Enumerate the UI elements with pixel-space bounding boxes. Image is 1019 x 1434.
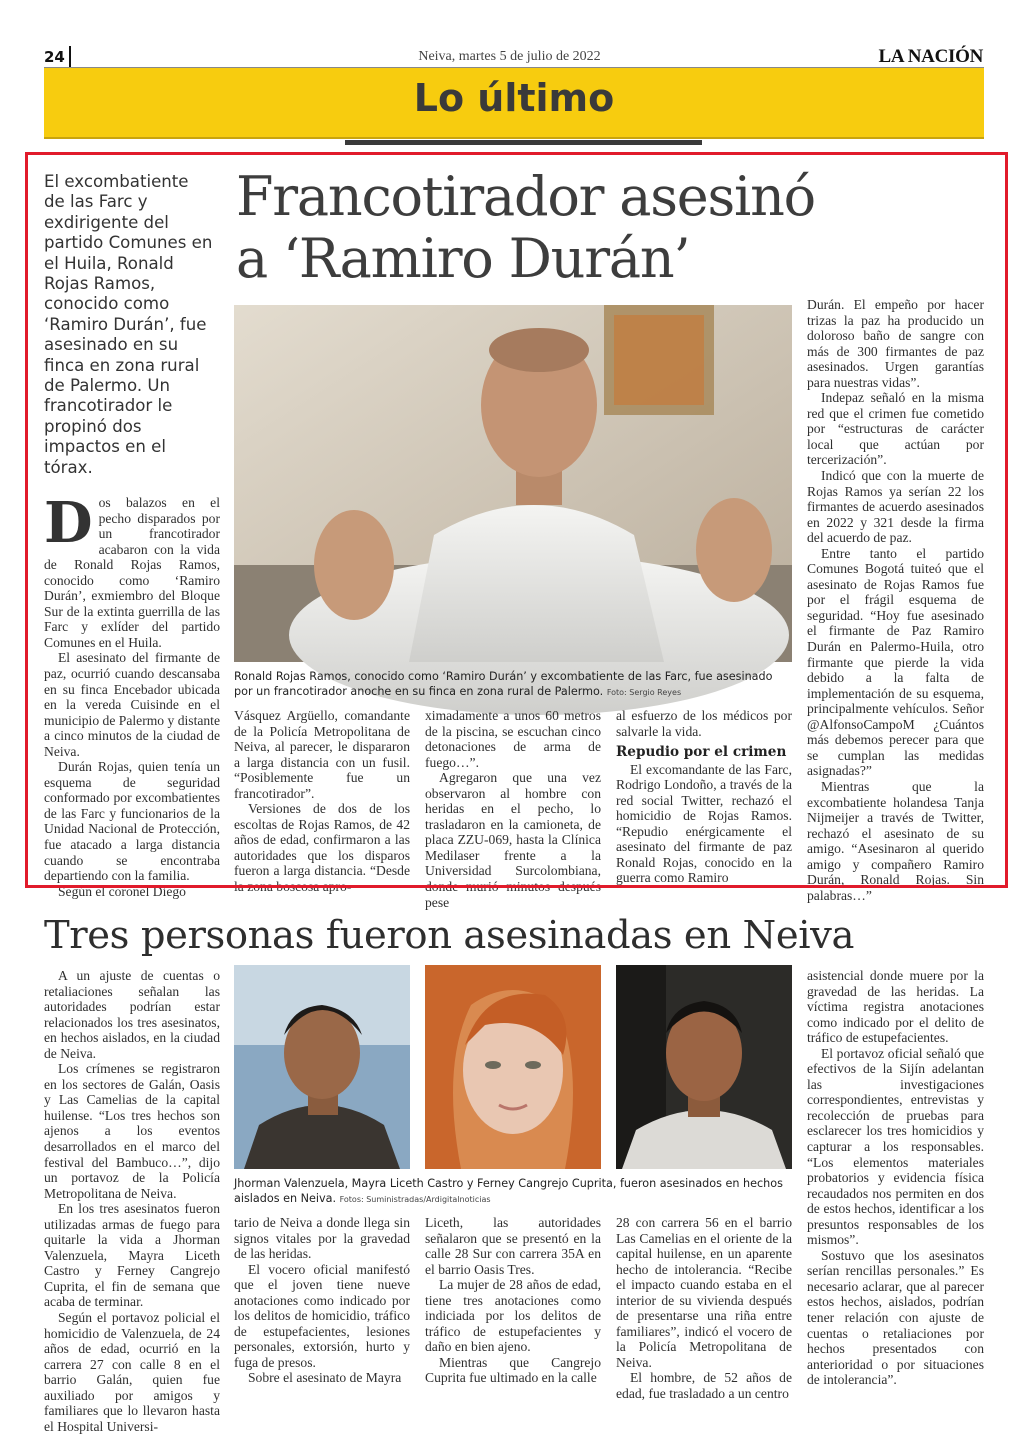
- caption-text: Jhorman Valenzuela, Mayra Liceth Castro y Ferney Cangrejo Cuprita, fueron asesinados en hechos aislados en Neiva.: [234, 1177, 783, 1205]
- paragraph: En los tres asesinatos fueron utilizadas armas de fuego para quitarle la vida a Jhorman Valenzuela, Mayra Liceth Castro y Ferney Cangrejo Cuprita, el fin de semana que acaba de terminar.: [44, 1201, 220, 1310]
- newspaper-logo: LA NACIÓN: [878, 46, 983, 67]
- article-2-column-1: [44, 968, 220, 1434]
- drop-cap: D: [44, 490, 93, 556]
- headline-line-2: a ‘Ramiro Durán’: [236, 227, 690, 290]
- photo-credit: Foto: Sergio Reyes: [606, 688, 682, 697]
- paragraph: El excomandante de las Farc, Rodrigo Londoño, a través de la red social Twitter, rechazó el homicidio de Rojas Ramos. “Repudio enérgicamente el asesinato del firmante de paz Ronald Rojas, conocido en la guerra como Ramiro: [616, 761, 792, 886]
- paragraph: Mientras que Cangrejo Cuprita fue ultimado en la calle: [425, 1354, 601, 1386]
- victim-photo-1-illustration: [234, 965, 410, 1169]
- paragraph: Sostuvo que los asesinatos serían rencillas personales.” Es necesario aclarar, que al parecer estos hechos, aislados, podrían tener relación con ajuste de cuentas o retaliaciones por hechos presentados con anterioridad o por situaciones de intolerancia”.: [807, 1247, 984, 1388]
- paragraph: El hombre, de 52 años de edad, fue trasladado a un centro: [616, 1370, 792, 1402]
- paragraph: ximadamente a unos 60 metros de la piscina, se escuchan cinco detonaciones de arma de fuego…”.: [425, 708, 601, 770]
- paragraph: os balazos en el pecho disparados por un francotirador acabaron con la vida de Ronald Rojas Ramos, conocido como ‘Ramiro Durán’, exmiembro del Bloque Sur de la extinta guerrilla de las Farc y exlíder del partido Comunes en el Huila.: [44, 495, 220, 650]
- paragraph: El portavoz oficial señaló que efectivos de la Sijín adelantan las investigaciones correspondientes, entrevistas y recolección de pruebas para esclarecer los tres homicidios y capturar a los responsables. “Los elementos materiales probatorios y evidencia física recaudados nos permiten en dos de estos hechos, identificar a los presuntos responsables de los mismos”.: [807, 1045, 984, 1248]
- paragraph: El vocero oficial manifestó que el joven tiene nueve anotaciones como indicado por los delitos de homicidio, tráfico de estupefacientes, lesiones personales, extorsión, hurto y fuga de presos.: [234, 1261, 410, 1370]
- article-headline: [236, 166, 996, 290]
- paragraph: asistencial donde muere por la gravedad de las heridas. La víctima registra anotaciones como indicado por el delito de tráfico de estupefacientes.: [807, 968, 984, 1046]
- article-column-2: [234, 708, 410, 895]
- main-photo: [234, 305, 792, 662]
- photo-caption: [234, 669, 794, 700]
- article-2-column-5: [807, 968, 984, 1386]
- section-underline: [345, 140, 702, 145]
- paragraph: Según el portavoz policial el homicidio de Valenzuela, de 24 años de edad, ocurrió en la carrera 27 con calle 8 en el barrio Galán, quien fue auxiliado por amigos y familiares que lo llevaron hasta el Hospital Universi-: [44, 1310, 220, 1434]
- subheading: Repudio por el crimen: [616, 744, 787, 761]
- portrait-photo-illustration: [234, 305, 792, 662]
- paragraph: al esfuerzo de los médicos por salvarle la vida.: [616, 708, 792, 739]
- paragraph: Entre tanto el partido Comunes Bogotá tuiteó que el asesinato de Rojas Ramos fue por el frágil esquema de seguridad. “Hoy fue asesinado el firmante de Paz Ramiro Durán en Palermo-Huila, otro firmante que pierde la vida debido a la falta de implementación de su esquema, principalmente vehículos. Señor @AlfonsoCampoM ¿Cuántos más debemos perecer para que se cumplan las medidas asignadas?”: [807, 545, 984, 779]
- article-column-5: [807, 297, 984, 903]
- article-lead: El excombatiente de las Farc y exdirigente del partido Comunes en el Huila, Ronald Rojas Ramos, conocido como ‘Ramiro Durán’, fue asesinado en su finca en zona rural de Palermo. Un francotirador le propinó dos impactos en el tórax.: [44, 172, 213, 477]
- paragraph: Liceth, las autoridades señalaron que se presentó en la calle 28 Sur con carrera 35A en el barrio Oasis Tres.: [425, 1215, 601, 1277]
- paragraph: Mientras que la excombatiente holandesa Tanja Nijmeijer a través de Twitter, rechazó el asesinato de su amigo. “Asesinaron al querido amigo y compañero Ramiro Durán, Ronald Rojas. Sin palabras…”: [807, 778, 984, 903]
- section-title: Lo último: [413, 76, 615, 120]
- paragraph: Indepaz señaló en la misma red que el crimen fue cometido por “estructuras de carácter local que actúan por tercerización”.: [807, 390, 984, 468]
- paragraph: Durán. El empeño por hacer trizas la paz ha producido un doloroso baño de sangre con más de 300 firmantes de paz asesinados. Urgen garantías para nuestras vidas”.: [807, 297, 984, 390]
- paragraph: Sobre el asesinato de Mayra: [248, 1370, 402, 1386]
- article-column-4: [616, 708, 792, 888]
- victim-photo-3: [616, 965, 792, 1169]
- paragraph: A un ajuste de cuentas o retaliaciones señalan las autoridades podrían estar relacionados los tres asesinatos, en hechos aislados, en la ciudad de Neiva.: [44, 968, 220, 1061]
- article-2-column-2: [234, 1215, 410, 1387]
- article-column-1: [44, 490, 220, 899]
- article-2-column-4: [616, 1215, 792, 1402]
- victim-photo-2-illustration: [425, 965, 601, 1169]
- victim-photo-2: [425, 965, 601, 1169]
- victim-photo-1: [234, 965, 410, 1169]
- paragraph: Indicó que con la muerte de Rojas Ramos ya serían 22 los firmantes de acuerdo asesinados en 2022 y 321 desde la firma del acuerdo de paz.: [807, 468, 984, 546]
- paragraph: tario de Neiva a donde llega sin signos vitales por la gravedad de las heridas.: [234, 1215, 410, 1262]
- photo-credit: Fotos: Suministradas/Ardigitalnoticias: [339, 1195, 491, 1204]
- paragraph: 28 con carrera 56 en el barrio Las Camelias en el oriente de la capital huilense, en un aparente hecho de intolerancia. “Recibe el impacto cuando estaba en el interior de su vivienda después de presentarse una riña entre familiares”, indicó el vocero de la Policía Metropolitana de Neiva.: [616, 1215, 792, 1370]
- caption-text: Ronald Rojas Ramos, conocido como ‘Ramiro Durán’ y excombatiente de las Farc, fue asesinado por un francotirador anoche en su finca en zona rural de Palermo.: [234, 670, 773, 698]
- paragraph: Los crímenes se registraron en los sectores de Galán, Oasis y Las Camelias de la capital huilense. “Los tres hechos son ajenos a los eventos desarrollados en el marco del festival del Bambuco…”, dijo un portavoz de la Policía Metropolitana de Neiva.: [44, 1061, 220, 1201]
- paragraph: La mujer de 28 años de edad, tiene tres anotaciones como indiciada por los delitos de tráfico de estupefacientes y daño en bien ajeno.: [425, 1277, 601, 1355]
- article-2-column-3: [425, 1215, 601, 1387]
- headline-line-1: Francotirador asesinó: [236, 165, 815, 228]
- paragraph: El asesinato del firmante de paz, ocurrió cuando descansaba en su finca Encebador ubicada en la vereda Cuisinde en el municipio de Palermo y distante a cinco minutos de la ciudad de Neiva.: [44, 650, 220, 759]
- paragraph: Durán Rojas, quien tenía un esquema de seguridad conformado por excombatientes de las Farc y funcionarios de la Unidad Nacional de Protección, fue atacado a larga distancia cuando se encontraba departiendo con la familia.: [44, 759, 220, 884]
- article-2-headline: Tres personas fueron asesinadas en Neiva: [44, 913, 855, 958]
- photo-caption-2: [234, 1176, 794, 1207]
- article-column-3: [425, 708, 601, 910]
- paragraph: Agregaron que una vez observaron al hombre con heridas en el pecho, lo trasladaron en la camioneta, de placa ZZU-069, hasta la Clínica Medilaser frente a la Universidad Surcolombiana, donde murió minutos después pese: [425, 770, 601, 910]
- victim-photo-3-illustration: [616, 965, 792, 1169]
- paragraph: Versiones de dos de los escoltas de Rojas Ramos, de 42 años de edad, confirmaron a las autoridades que los disparos fueron a larga distancia. “Desde la zona boscosa apro-: [234, 801, 410, 895]
- paragraph: Según el coronel Diego: [58, 883, 186, 899]
- dateline: Neiva, martes 5 de julio de 2022: [418, 49, 601, 64]
- page-number: 24: [44, 48, 65, 66]
- paragraph: Vásquez Argüello, comandante de la Policía Metropolitana de Neiva, al parecer, le dispararon a larga distancia con un fusil. “Posiblemente fue un francotirador”.: [234, 708, 410, 801]
